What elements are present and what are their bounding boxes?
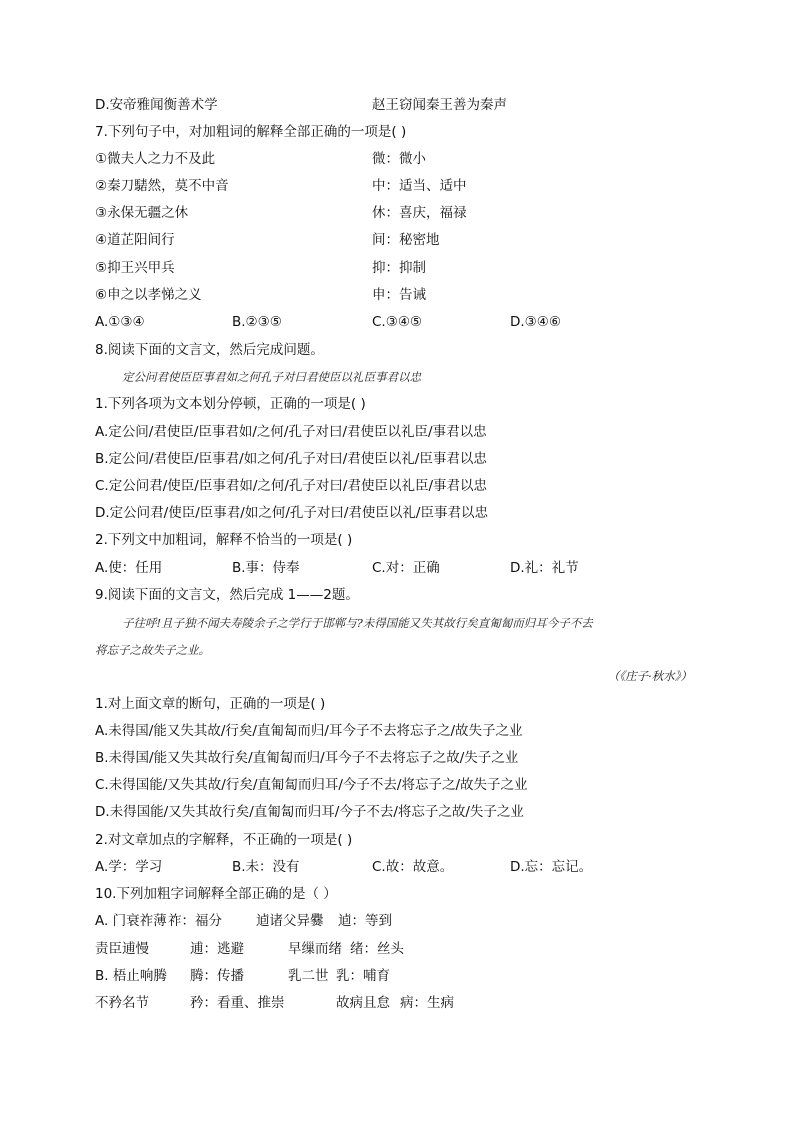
q10-phrase: 责臣逋慢 [95,941,149,957]
q7-item-row [0,177,794,195]
q9-sub2-options [0,858,794,876]
q7-item-row [0,204,794,222]
q9-sub2-option-c[interactable]: C.故：故意。 [372,859,454,875]
q8-sub2-options [0,559,794,577]
q7-sentence: ②秦刀騞然，莫不中音 [95,178,229,194]
q10-phrase: 乳二世 [288,968,329,984]
q9-stem: 9.阅读下面的文言文，然后完成 1——2题。 [95,587,359,603]
q8-stem: 8.阅读下面的文言文，然后完成问题。 [95,342,324,358]
q7-options [0,313,794,331]
q8-sub1-option[interactable]: C.定公问君/使臣/臣事君如/之何/孔子对曰/君使臣以礼臣/事君以忠 [95,478,488,494]
q10-gloss: 病：生病 [400,995,454,1011]
q7-option-d[interactable]: D.③④⑥ [510,314,561,330]
q10-gloss: 腾：传播 [190,968,244,984]
q7-option-a[interactable]: A.①③④ [95,314,145,330]
q10-phrase: 不矜名节 [95,995,149,1011]
q8-sub1-option[interactable]: A.定公问/君使臣/臣事君如/之何/孔子对曰/君使臣以礼臣/事君以忠 [95,424,487,440]
q7-sentence: ①微夫人之力不及此 [95,151,216,167]
q7-sentence: ④道芷阳间行 [95,232,175,248]
q10-gloss: 矜：看重、推崇 [190,995,285,1011]
q7-item-row [0,231,794,249]
q7-gloss: 间：秘密地 [372,232,440,248]
q9-source: （《庄子·秋水》） [607,669,692,683]
q7-option-b[interactable]: B.②③⑤ [232,314,282,330]
q10-row [0,940,794,958]
q10-gloss: 祚：福分 [168,913,222,929]
q10-row [0,994,794,1012]
q9-sub2-option-d[interactable]: D.忘：忘记。 [510,859,593,875]
q8-passage: 定公问君使臣臣事君如之何孔子对曰君使臣以礼臣事君以忠 [122,370,421,384]
q8-sub2-option-c[interactable]: C.对：正确 [372,560,440,576]
q7-item-row [0,259,794,277]
q9-sub2-option-a[interactable]: A.学：学习 [95,859,163,875]
q7-sentence: ③永保无疆之休 [95,205,189,221]
q6-option-d-row [0,96,794,114]
q7-option-c[interactable]: C.③④⑤ [372,314,423,330]
q6-option-d-right: 赵王窃闻秦王善为秦声 [372,97,507,113]
q10-phrase: 早缫而绪 [288,941,342,957]
q9-sub1-option[interactable]: D.未得国能/又失其故行矣/直匍匐而归耳/今子不去/将忘子之故/失子之业 [95,804,524,820]
q7-item-row [0,150,794,168]
q8-sub1-option[interactable]: B.定公问/君使臣/臣事君/如之何/孔子对曰/君使臣以礼/臣事君以忠 [95,451,487,467]
q10-phrase[interactable]: B. 梧止响腾 [95,968,167,984]
q9-sub1-option[interactable]: C.未得国能/又失其故/行矣/直匍匐而归耳/今子不去/将忘子之/故失子之业 [95,777,528,793]
q10-gloss: 逋：逃避 [190,941,244,957]
q9-sub2-stem: 2.对文章加点的字解释，不正确的一项是( ) [95,832,353,848]
q8-sub2-option-d[interactable]: D.礼：礼节 [510,560,579,576]
q10-phrase[interactable]: A. 门衰祚薄 [95,913,167,929]
q7-sentence: ⑤抑王兴甲兵 [95,260,175,276]
q9-sub1-stem: 1.对上面文章的断句，正确的一项是( ) [95,696,326,712]
q10-gloss: 逌：等到 [338,913,392,929]
q7-gloss: 申：告诫 [372,287,426,303]
q8-sub2-stem: 2.下列文中加粗词，解释不恰当的一项是( ) [95,532,353,548]
q10-phrase: 故病且怠 [336,995,390,1011]
q7-sentence: ⑥申之以孝悌之义 [95,287,202,303]
q8-sub2-option-b[interactable]: B.事：侍奉 [232,560,300,576]
q10-row [0,912,794,930]
q7-gloss: 中：适当、适中 [372,178,467,194]
q7-stem: 7.下列句子中，对加粗词的解释全部正确的一项是( ) [95,124,407,140]
q10-gloss: 绪：丝头 [350,941,404,957]
q10-stem: 10.下列加粗字词解释全部正确的是（ ） [95,886,337,902]
q7-item-row [0,286,794,304]
q9-passage-line1: 子往呼!且子独不闻夫寿陵余子之学行于邯郸与?未得国能又失其故行矣直匍匐而归耳今子不去 [122,616,593,630]
q10-phrase: 逌诸父异爨 [256,913,324,929]
q7-gloss: 微：微小 [372,151,426,167]
q8-sub1-option[interactable]: D.定公问君/使臣/臣事君/如之何/孔子对曰/君使臣以礼/臣事君以忠 [95,505,488,521]
q8-sub1-stem: 1.下列各项为文本划分停顿，正确的一项是( ) [95,396,366,412]
q8-sub2-option-a[interactable]: A.使：任用 [95,560,163,576]
q9-passage-line2: 将忘子之故失子之业。 [95,643,210,657]
q7-gloss: 休：喜庆，福禄 [372,205,467,221]
q9-sub1-option[interactable]: B.未得国/能又失其故行矣/直匍匐而归/耳今子不去将忘子之故/失子之业 [95,750,519,766]
q10-row [0,967,794,985]
q10-gloss: 乳：哺育 [336,968,390,984]
q9-sub2-option-b[interactable]: B.未：没有 [232,859,300,875]
q7-gloss: 抑：抑制 [372,260,426,276]
q9-sub1-option[interactable]: A.未得国/能又失其故/行矣/直匍匐而归/耳今子不去将忘子之/故失子之业 [95,723,523,739]
q6-option-d-left: D.安帝雅闻衡善术学 [95,97,218,113]
